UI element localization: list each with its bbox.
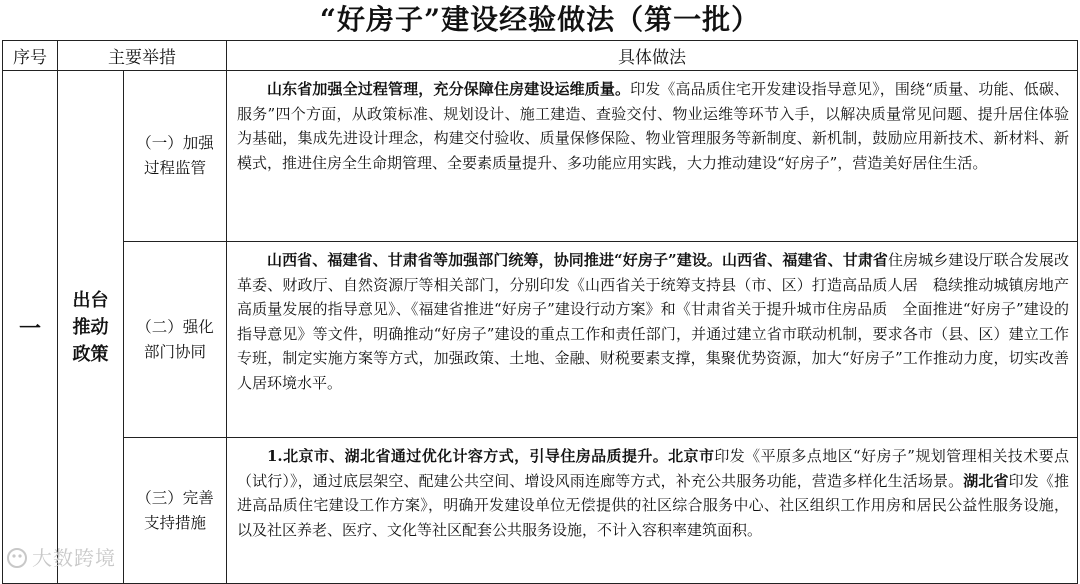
- section-seq: 一: [3, 71, 58, 584]
- table-row: [3, 242, 1078, 438]
- detail-1: [227, 71, 1078, 242]
- watermark: [6, 542, 116, 571]
- detail-2-lead: 山西省、福建省、甘肃省等加强部门统筹，协同推进“好房子”建设。山西省、福建省、甘肃省: [267, 251, 888, 269]
- detail-3-lead2: 湖北省: [963, 471, 1009, 490]
- watermark-text: 大数跨境: [32, 546, 116, 570]
- detail-2: [227, 242, 1078, 438]
- measures-table: [2, 40, 1078, 584]
- detail-1-text: 印发《高品质住宅开发建设指导意见》，围绕“质量、功能、低碳、服务”四个方面，从政策标准、规划设计、施工建造、查验交付、物业运维等环节入手，以解决质量常见问题、提升居住体验为基础，集成先进设计理念，构建交付验收、质量保修保险、物业管理服务等新制度、新机制，鼓励应用新技术、新材料、新模式，推进住房全生命期管理、全要素质量提升、多功能应用实践，大力推动建设“好房子”，营造美好居住生活。: [237, 80, 1069, 172]
- sub-measure-1: （一）加强过程监管: [124, 71, 227, 242]
- header-detail: 具体做法: [227, 41, 1078, 71]
- detail-2-text: 住房城乡建设厅联合发展改革委、财政厅、自然资源厅等相关部门，分别印发《山西省关于统筹支持县（市、区）打造高品质人居 稳续推动城镇房地产高质量发展的指导意见》、《福建省推进“好房子”建设行动方案》和《甘肃省关于提升城市住房品质 全面推进“好房子”建设的指导意见》等文件，明确推动“好房子”建设的重点工作和责任部门，并通过建立省市联动机制，要求各市（县、区）建立工作专班，制定实施方案等方式，加强政策、土地、金融、财税要素支撑，集聚优势资源，加大“好房子”工作推动力度，切实改善人居环境水平。: [237, 251, 1069, 392]
- detail-3: [227, 438, 1078, 584]
- header-seq: 序号: [3, 41, 58, 71]
- detail-1-lead: 山东省加强全过程管理，充分保障住房建设运维质量。: [267, 80, 631, 98]
- detail-3-lead: 1.北京市、湖北省通过优化计容方式，引导住房品质提升。北京市: [267, 447, 715, 465]
- section-measure: 出台推动政策: [58, 71, 124, 584]
- sub-measure-3: （三）完善支持措施: [124, 438, 227, 584]
- page-title: “好房子”建设经验做法（第一批）: [319, 3, 761, 36]
- detail-3-text1: 印发《平原多点地区“好房子”规划管理相关技术要点（试行）》，通过底层架空、配建公共空间、增设风雨连廊等方式，补充公共服务功能，营造多样化生活场景。: [237, 447, 1069, 490]
- header-measure: 主要举措: [58, 41, 227, 71]
- sub-measure-2: （二）强化部门协同: [124, 242, 227, 438]
- detail-3-text2: 印发《推进高品质住宅建设工作方案》，明确开发建设单位无偿提供的社区综合服务中心、社区组织工作用房和居民公益性服务设施，以及社区养老、医疗、文化等社区配套公共服务设施，不计入容积率建筑面积。: [237, 471, 1069, 539]
- watermark-logo-icon: [6, 547, 28, 569]
- table-row: [3, 438, 1078, 584]
- table-header-row: [3, 41, 1078, 71]
- table-row: [3, 71, 1078, 242]
